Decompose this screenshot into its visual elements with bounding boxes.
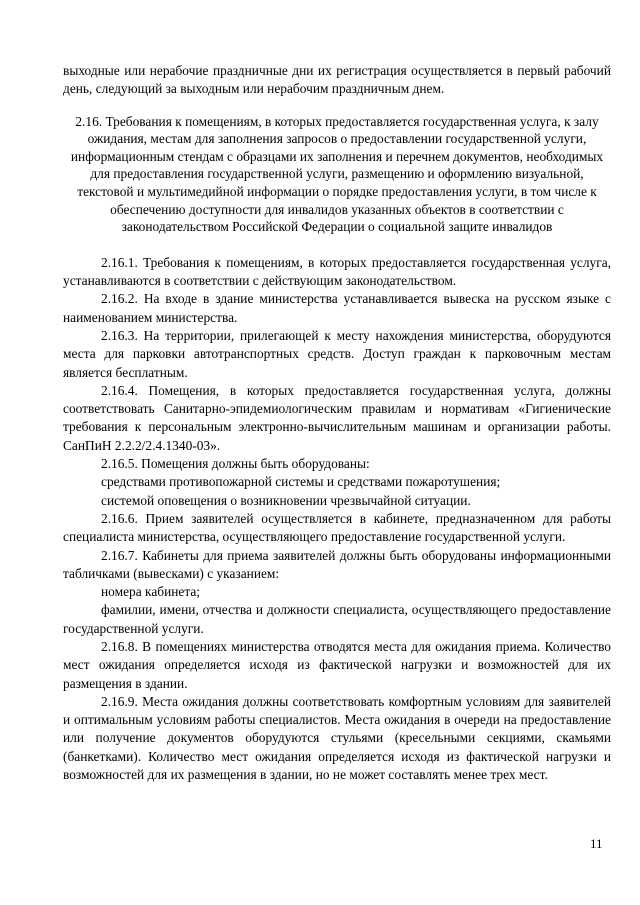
- paragraph-2-16-9: 2.16.9. Места ожидания должны соответствовать комфортным условиям для заявителей и оптимальным условиям работы специалистов. Места ожидания в очереди на предоставление или получение документов оборудуются стульями (кресельными секциями, скамьями (банкетками). Количество мест ожидания определяется исходя из фактической нагрузки и возможностей для их размещения в здании, но не может составлять менее трех мест.: [63, 693, 611, 783]
- paragraph-2-16-5: 2.16.5. Помещения должны быть оборудованы:: [101, 456, 370, 472]
- list-item-emergency-alert: системой оповещения о возникновении чрезвычайной ситуации.: [101, 492, 471, 508]
- section-heading: 2.16. Требования к помещениям, в которых предоставляется государственная услуга, к залу ожидания, местам для заполнения запросов о предоставлении государственной услуги, информационным стендам с образцами их заполнения и перечнем документов, необходимых для предоставления государственной услуги, размещению и оформлению визуальной, текстовой и мультимедийной информации о порядке предоставления услуги, в том числе к обеспечению доступности для инвалидов указанных объектов в соответствии с законодательством Российской Федерации о социальной защите инвалидов: [70, 113, 604, 235]
- paragraph-2-16-2: 2.16.2. На входе в здание министерства устанавливается вывеска на русском языке с наименованием министерства.: [63, 291, 611, 325]
- paragraph-2-16-1: 2.16.1. Требования к помещениям, в которых предоставляется государственная услуга, устанавливаются в соответствии с действующим законодательством.: [63, 254, 611, 289]
- list-item-specialist-name: фамилии, имени, отчества и должности специалиста, осуществляющего предоставление государственной услуги.: [63, 602, 611, 636]
- paragraph-2-16-7: 2.16.7. Кабинеты для приема заявителей должны быть оборудованы информационными табличками (вывесками) с указанием:: [63, 547, 611, 581]
- paragraph-2-16-3: 2.16.3. На территории, прилегающей к месту нахождения министерства, оборудуются места для парковки автотранспортных средств. Доступ граждан к парковочным местам является бесплатным.: [63, 327, 611, 380]
- list-item-room-number: номера кабинета;: [101, 584, 201, 600]
- list-item-fire-safety: средствами противопожарной системы и средствами пожаротушения;: [101, 474, 501, 490]
- paragraph-2-16-6: 2.16.6. Прием заявителей осуществляется в кабинете, предназначенном для работы специалиста министерства, осуществляющего предоставление государственной услуги.: [63, 510, 611, 545]
- paragraph-2-16-8: 2.16.8. В помещениях министерства отводятся места для ожидания приема. Количество мест ожидания определяется исходя из фактической нагрузки и возможностей для их размещения в здании.: [63, 638, 611, 691]
- intro-paragraph: выходные или нерабочие праздничные дни их регистрация осуществляется в первый рабочий день, следующий за выходным или нерабочим праздничным днем.: [63, 63, 611, 97]
- paragraph-2-16-4: 2.16.4. Помещения, в которых предоставляется государственная услуга, должны соответствовать Санитарно-эпидемиологическим правилам и нормативам «Гигиенические требования к персональным электронно-вычислительным машинам и организации работы. СанПиН 2.2.2/2.4.1340-03».: [63, 382, 611, 453]
- page-number: 11: [590, 836, 603, 851]
- document-page: [63, 62, 611, 784]
